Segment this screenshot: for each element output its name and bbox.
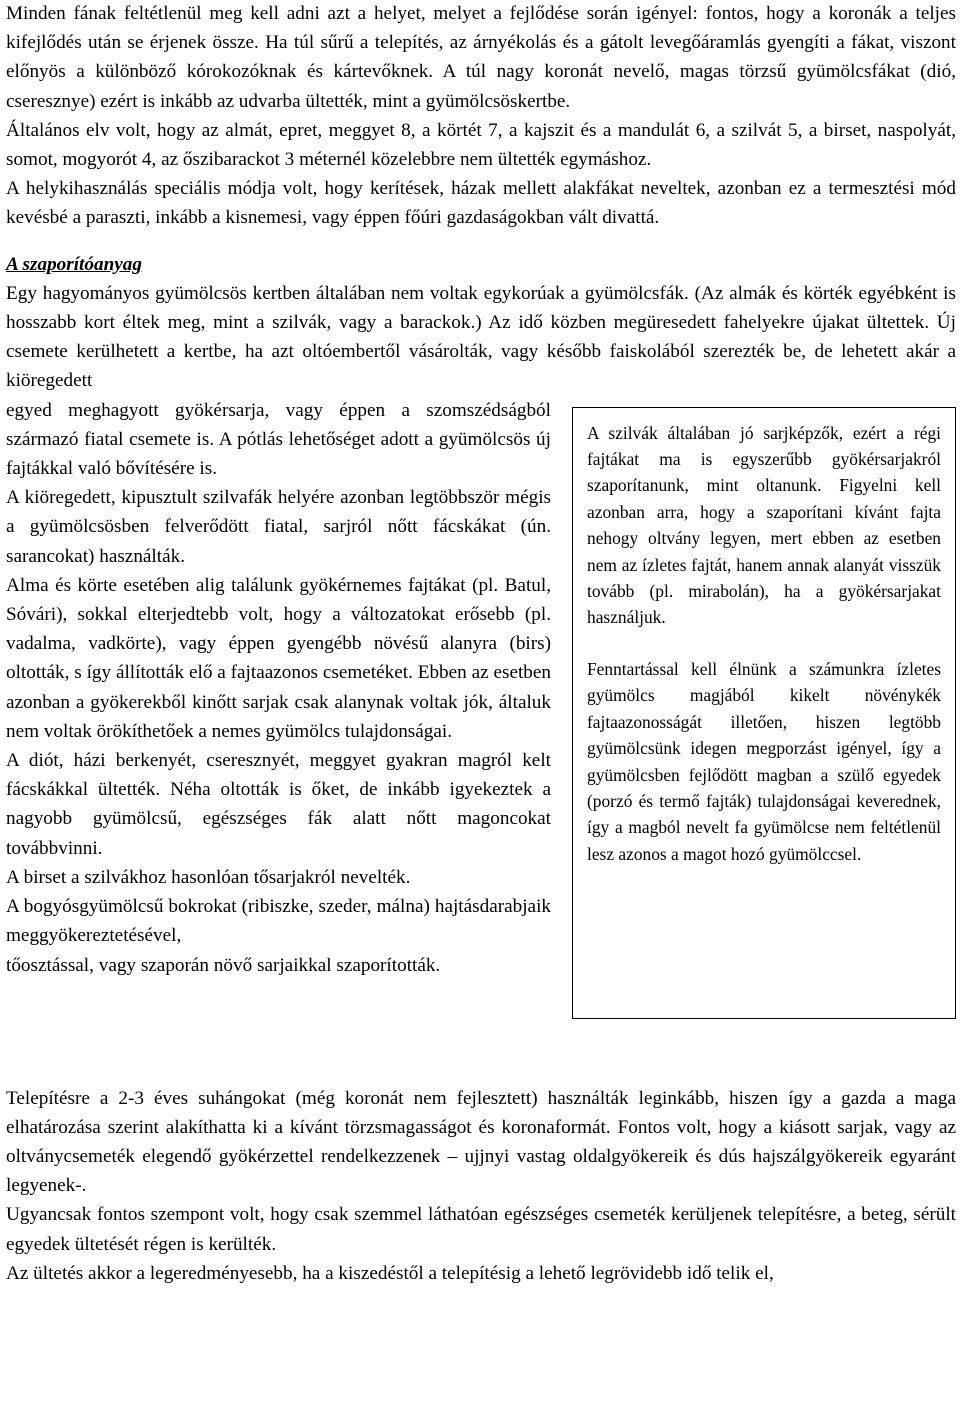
two-column-block	[6, 396, 956, 1066]
paragraph-berry-bushes: A bogyósgyümölcsű bokrokat (ribiszke, szeder, málna) hajtásdarabjaik meggyökereztetésével,	[6, 896, 551, 947]
sidebox-paragraph-seed-grown: Fenntartással kell élnünk a számunkra ízletes gyümölcs magjából kikelt növénykék fajtaazonosságát illetően, hiszen legtöbb gyümölcsünk idegen megporzást igényel, így a gyümölcsben fejlődött magban a szülő egyedek (porzó és termő fajták) tulajdonságai keverednek, így a magból nevelt fa gyümölcse nem feltétlenül lesz azonos a magot hozó gyümölccsel.	[587, 658, 941, 864]
paragraph-section-intro: Egy hagyományos gyümölcsös kertben általában nem voltak egykorúak a gyümölcsfák. (Az almák és körték egyébként is hosszabb kort éltek meg, mint a szilvák, vagy a barackok.) Az idő közben megüresedett fahelyekre újakat ültettek. Új csemete kerülhetett a kertbe, ha azt oltóembertől vásárolták, vagy később faiskolából szerezték be, de lehetett akár a kiöregedett	[6, 282, 956, 392]
paragraph-espalier: A helykihasználás speciális módja volt, hogy kerítések, házak mellett alakfákat neveltek, azonban ez a termesztési mód kevésbé a paraszti, inkább a kisnemesi, vagy éppen főúri gazdaságokban vált divattá.	[6, 178, 956, 229]
left-column	[6, 396, 551, 980]
paragraph-berry-bushes-end: tőosztással, vagy szaporán növő sarjaikkal szaporították.	[6, 954, 441, 976]
paragraph-planting-age: Telepítésre a 2-3 éves suhángokat (még koronát nem fejlesztett) használták leginkább, hiszen így a gazda a maga elhatározása szerint alakíthatta ki a kívánt törzsmagasságot és koronaformát. Fontos volt, hogy a kiásott sarjak, vagy az oltványcsemeték elegendő gyökérzettel rendelkezzenek – ujjnyi vastag oldalgyökereik és dús hajszálgyökereik egyaránt legyenek-.	[6, 1087, 956, 1197]
paragraph-planting-time: Az ültetés akkor a legeredményesebb, ha a kiszedéstől a telepítésig a lehető legrövidebb idő telik el,	[6, 1262, 774, 1284]
paragraph-apple-pear-grafting: Alma és körte esetében alig találunk gyökérnemes fajtákat (pl. Batul, Sóvári), sokkal elterjedtebb volt, hogy a változatokat erősebb (pl. vadalma, vadkörte), vagy éppen gyengébb növésű alanyra (birs) oltották, s így állították elő a fajtaazonos csemetéket. Ebben az esetben azonban a gyökerekből kinőtt sarjak csak alanynak voltak jók, általuk nem voltak örökíthetőek a nemes gyümölcs tulajdonságai.	[6, 574, 551, 742]
paragraph-tree-spacing: Minden fának feltétlenül meg kell adni azt a helyet, melyet a fejlődése során igényel: fontos, hogy a koronák a teljes kifejlődés után se érjenek össze. Ha túl sűrű a telepítés, az árnyékolás és a gátolt levegőáramlás gyengíti a fákat, viszont előnyös a különböző kórokozóknak és kártevőknek. A túl nagy koronát nevelő, magas törzsű gyümölcsfákat (dió, cseresznye) ezért is inkább az udvarba ültették, mint a gyümölcsöskertbe.	[6, 3, 956, 112]
info-sidebox	[572, 407, 956, 1019]
section-heading: A szaporítóanyag	[6, 253, 142, 275]
paragraph-plum-replacement: A kiöregedett, kipusztult szilvafák helyére azonban legtöbbször mégis a gyümölcsösben felverődött fiatal, sarjról nőtt fácskákat (ún. sarancokat) használták.	[6, 487, 551, 567]
paragraph-quince: A birset a szilvákhoz hasonlóan tősarjakról nevelték.	[6, 866, 411, 888]
sidebox-paragraph-plum-suckers: A szilvák általában jó sarjképzők, ezért a régi fajtákat ma is egyszerűbb gyökérsarjakról szaporítanunk, mint oltanunk. Figyelni kell azonban arra, hogy a szaporítani kívánt fajta nehogy oltvány legyen, mert ebben az esetben nem az ízletes fajtát, hanem annak alanyát visszük tovább (pl. mirabolán), ha a gyökérsarjakat használjuk.	[587, 422, 941, 628]
paragraph-root-sucker: egyed meghagyott gyökérsarja, vagy éppen a szomszédságból származó fiatal csemete is. A pótlás lehetőséget adott a gyümölcsös új fajtákkal való bővítésére is.	[6, 399, 551, 480]
paragraph-planting-distances: Általános elv volt, hogy az almát, epret, meggyet 8, a körtét 7, a kajszit és a mandulát 6, a szilvát 5, a birset, naspolyát, somot, mogyorót 4, az őszibarackot 3 méternél közelebbre nem ültették egymáshoz.	[6, 119, 956, 171]
paragraph-walnut-seedlings: A diót, házi berkenyét, cseresznyét, meggyet gyakran magról kelt fácskákkal ültették. Néha oltották is őket, de inkább igyekeztek a nagyobb gyümölcsű, egészséges fák alatt nőtt magoncokat továbbvinni.	[6, 750, 551, 859]
document-page	[6, 0, 956, 1288]
paragraph-healthy-seedlings: Ugyancsak fontos szempont volt, hogy csak szemmel láthatóan egészséges csemeték kerüljenek telepítésre, a beteg, sérült egyedek ültetését régen is kerülték.	[6, 1204, 956, 1255]
